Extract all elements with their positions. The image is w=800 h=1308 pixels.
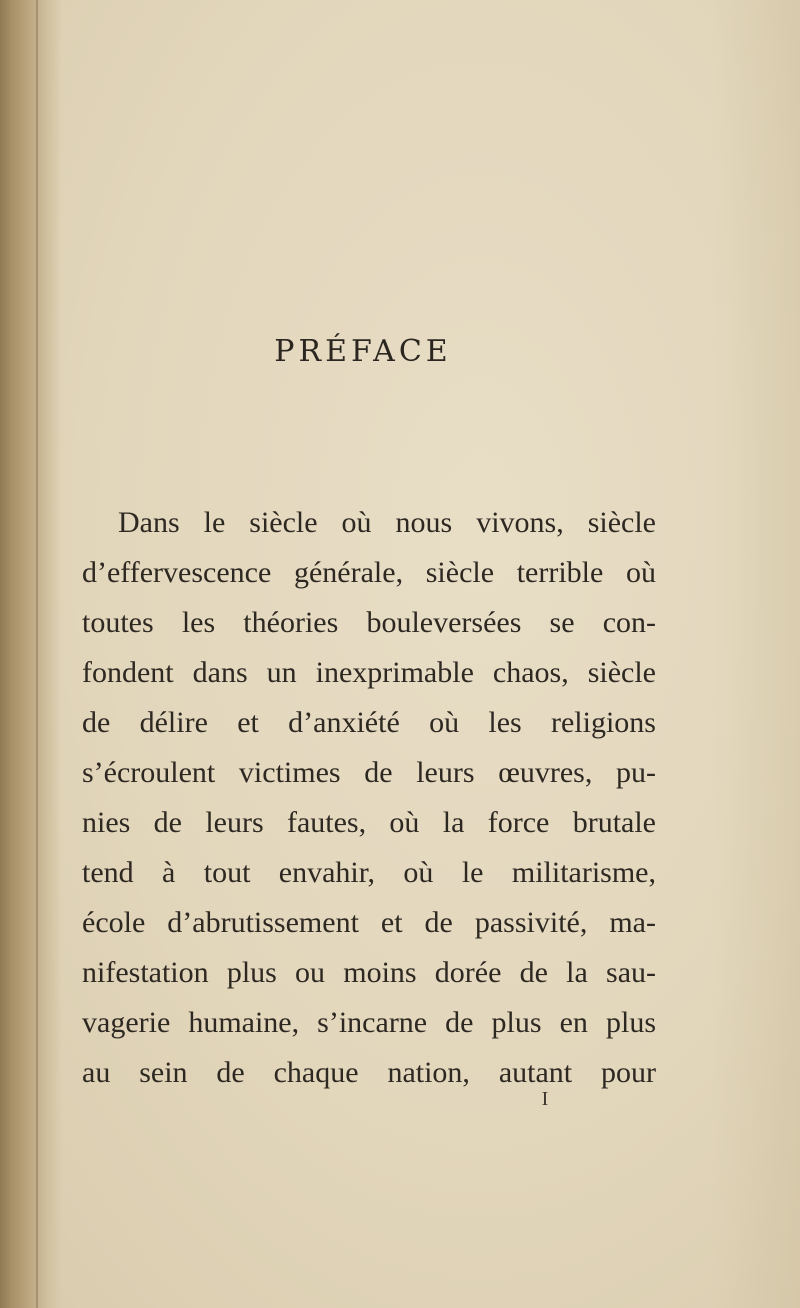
text-line: nies de leurs fautes, où la force brutale bbox=[82, 806, 656, 839]
text-line: de délire et d’anxiété où les religions bbox=[82, 706, 656, 739]
text-line: école d’abrutissement et de passivité, ma- bbox=[82, 906, 656, 939]
text-line: fondent dans un inexprimable chaos, siècle bbox=[82, 656, 656, 689]
page-number: I bbox=[541, 1088, 549, 1110]
spine-edge bbox=[36, 0, 38, 1308]
spine-shadow bbox=[0, 0, 62, 1308]
text-line: Dans le siècle où nous vivons, siècle bbox=[118, 506, 656, 539]
page-edge-tint bbox=[710, 0, 800, 1308]
page-title: PRÉFACE bbox=[274, 334, 452, 369]
text-line: nifestation plus ou moins dorée de la sau- bbox=[82, 956, 656, 989]
text-line: d’effervescence générale, siècle terrible où bbox=[82, 556, 656, 589]
text-line: tend à tout envahir, où le militarisme, bbox=[82, 856, 656, 889]
text-line: s’écroulent victimes de leurs œuvres, pu- bbox=[82, 756, 656, 789]
text-line: au sein de chaque nation, autant pour bbox=[82, 1056, 656, 1089]
text-line: toutes les théories bouleversées se con- bbox=[82, 606, 656, 639]
text-line: vagerie humaine, s’incarne de plus en plus bbox=[82, 1006, 656, 1039]
preface-paragraph bbox=[82, 498, 656, 1098]
